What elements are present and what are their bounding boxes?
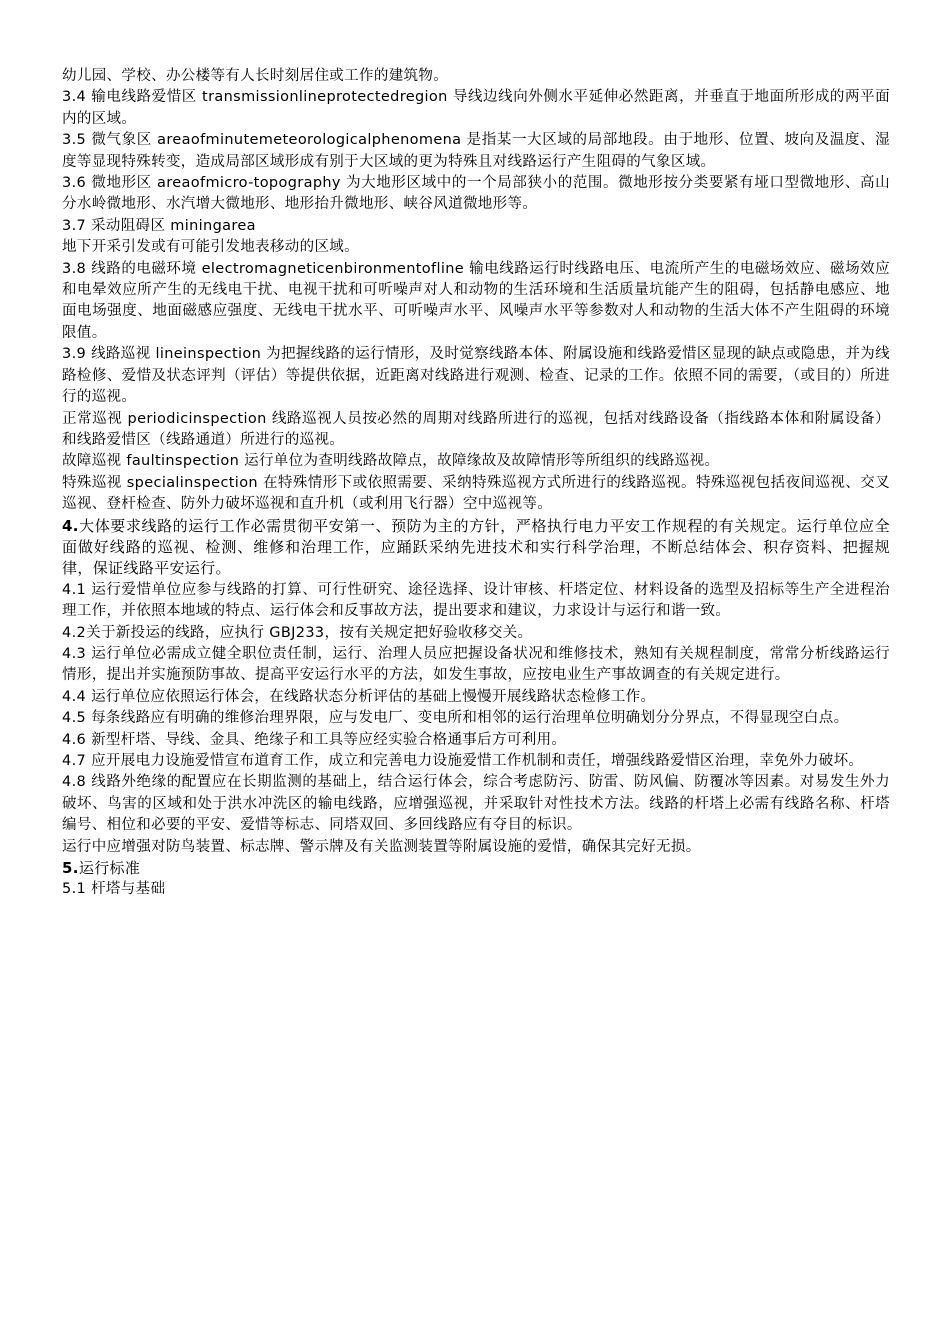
paragraph-4-8-continued: 运行中应增强对防鸟装置、标志牌、警示牌及有关监测装置等附属设施的爱惜，确保其完好无损。 bbox=[62, 838, 701, 855]
paragraph-4-3: 4.3 运行单位必需成立健全职位责任制，运行、治理人员应把握设备状况和维修技术，熟知有关规程制度，常常分析线路运行情形，提出并实施预防事故、提高平安运行水平的方法，如发生事故，应按电业生产事故调查的有关规定进行。 bbox=[62, 645, 890, 684]
paragraph-3-6-micro-topography: 3.6 微地形区 areaofmicro-topography 为大地形区域中的一个局部狭小的范围。微地形按分类要紧有垭口型微地形、高山分水岭微地形、水汽增大微地形、地形抬升微地形、峡谷风道微地形等。 bbox=[62, 175, 890, 213]
paragraph-4-2: 4.2关于新投运的线路，应执行 GBJ233，按有关规定把好验收移交关。 bbox=[62, 624, 533, 641]
paragraph-4-7: 4.7 应开展电力设施爱惜宣布道育工作，成立和完善电力设施爱惜工作机制和责任，增强线路爱惜区治理，幸免外力破坏。 bbox=[62, 753, 864, 769]
paragraph-3-4-protected-region: 3.4 输电线路爱惜区 transmissionlineprotectedregion 导线边线向外侧水平延伸必然距离，并垂直于地面所形成的两平面内的区域。 bbox=[62, 89, 890, 127]
paragraph-fault-inspection: 故障巡视 faultinspection 运行单位为查明线路故障点，故障缘故及故障情形等所组织的线路巡视。 bbox=[62, 453, 720, 470]
paragraph-building-continuation: 幼儿园、学校、办公楼等有人长时刻居住或工作的建筑物。 bbox=[62, 68, 449, 84]
paragraph-4-4: 4.4 运行单位应依照运行体会，在线路状态分析评估的基础上慢慢开展线路状态检修工作。 bbox=[62, 688, 656, 705]
paragraph-4-6: 4.6 新型杆塔、导线、金具、绝缘子和工具等应经实验合格通事后方可利用。 bbox=[62, 731, 567, 748]
document-page bbox=[62, 66, 890, 901]
paragraph-3-5-micro-meteorology: 3.5 微气象区 areaofminutemeteorologicalphenomena 是指某一大区域的局部地段。由于地形、位置、坡向及温度、湿度等显现特殊转变，造成局部区域形成有别于大区域的更为特殊且对线路运行产生阻碍的气象区域。 bbox=[62, 132, 890, 170]
paragraph-4-1: 4.1 运行爱惜单位应参与线路的打算、可行性研究、途径选择、设计审核、杆塔定位、材料设备的选型及招标等生产全进程治理工作，并依照本地域的特点、运行体会和反事故方法，提出要求和建议，力求设计与运行和谐一致。 bbox=[62, 581, 890, 620]
paragraph-3-9-line-inspection: 3.9 线路巡视 lineinspection 为把握线路的运行情形，及时觉察线路本体、附属设施和线路爱惜区显现的缺点或隐患，并为线路检修、爱惜及状态评判（评估）等提供依据，近距离对线路进行观测、检查、记录的工作。依照不同的需要，（或目的）所进行的巡视。 bbox=[62, 346, 890, 406]
section-5-text: 运行标准 bbox=[78, 859, 141, 878]
paragraph-special-inspection: 特殊巡视 specialinspection 在特殊情形下或依照需要、采纳特殊巡视方式所进行的线路巡视。特殊巡视包括夜间巡视、交叉巡视、登杆检查、防外力破坏巡视和直升机（或利用飞行器）空中巡视等。 bbox=[62, 474, 890, 513]
section-4-number: 4. bbox=[62, 516, 79, 535]
paragraph-3-7-mining-area: 3.7 采动阻碍区 miningarea bbox=[62, 217, 256, 234]
section-5-operation-standards bbox=[62, 858, 890, 879]
paragraph-3-8-electromagnetic: 3.8 线路的电磁环境 electromagneticenbironmentofline 输电线路运行时线路电压、电流所产生的电磁场效应、磁场效应和电晕效应所产生的无线电干扰、电视干扰和可听噪声对人和动物的生活环境和生活质量坑能产生的阻碍，包括静电感应、地面电场强度、地面磁感应强度、无线电干扰水平、可听噪声水平、风噪声水平等参数对人和动物的生活大体不产生阻碍的环境限值。 bbox=[62, 260, 890, 341]
paragraph-periodic-inspection: 正常巡视 periodicinspection 线路巡视人员按必然的周期对线路所进行的巡视，包括对线路设备（指线路本体和附属设备）和线路爱惜区（线路通道）所进行的巡视。 bbox=[62, 410, 890, 448]
paragraph-4-8: 4.8 线路外绝缘的配置应在长期监测的基础上，结合运行体会，综合考虑防污、防雷、防风偏、防覆冰等因素。对易发生外力破坏、鸟害的区域和处于洪水冲洗区的输电线路，应增强巡视，并采取针对性技术方法。线路的杆塔上必需有线路名称、杆塔编号、相位和必要的平安、爱惜等标志、同塔双回、多回线路应有夺目的标识。 bbox=[62, 774, 890, 834]
section-4-text: 大体要求线路的运行工作必需贯彻平安第一、预防为主的方针，严格执行电力平安工作规程的有关规定。运行单位应全面做好线路的巡视、检测、维修和治理工作，应踊跃采纳先进技术和实行科学治理，不断总结体会、积存资料、把握规律，保证线路平安运行。 bbox=[62, 516, 890, 578]
section-4-general-requirements bbox=[62, 516, 890, 580]
paragraph-4-5: 4.5 每条线路应有明确的维修治理界限，应与发电厂、变电所和相邻的运行治理单位明确划分分界点，不得显现空白点。 bbox=[62, 710, 849, 727]
paragraph-5-1: 5.1 杆塔与基础 bbox=[62, 881, 166, 898]
section-5-number: 5. bbox=[62, 859, 79, 878]
paragraph-3-7-definition: 地下开采引发或有可能引发地表移动的区域。 bbox=[62, 239, 359, 256]
